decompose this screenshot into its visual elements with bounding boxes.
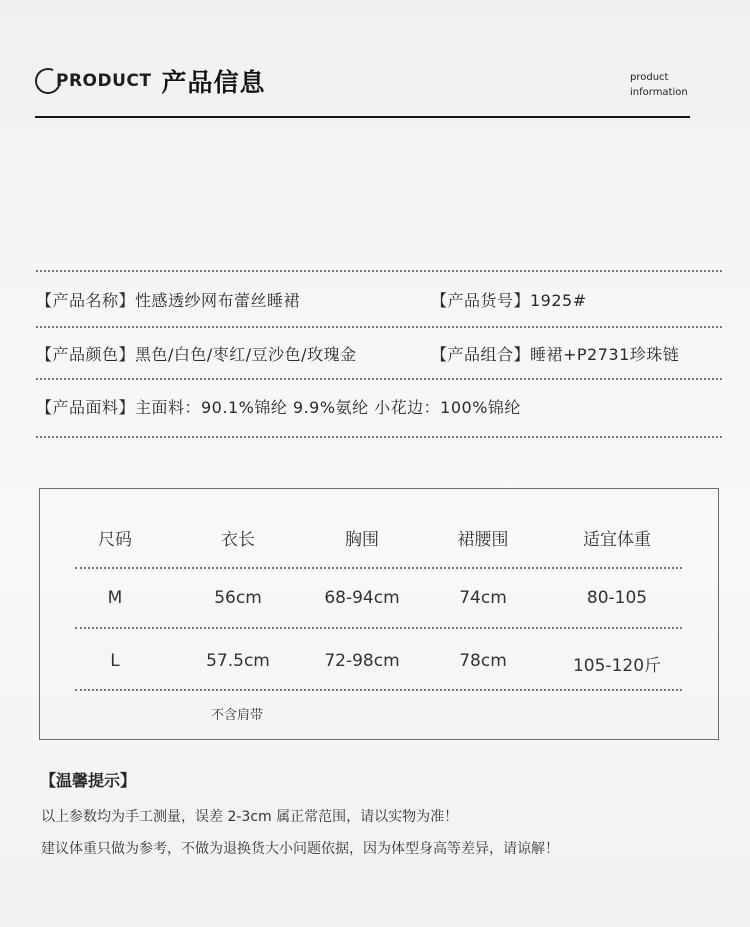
product-name: 【产品名称】性感透纱网布蕾丝睡裙 (36, 291, 301, 310)
header-subtitle-line1: product (630, 72, 669, 83)
table-divider (75, 567, 682, 569)
table-header-bust: 胸围 (345, 530, 379, 550)
table-header-size: 尺码 (98, 530, 132, 550)
tip-line-2: 建议体重只做为参考，不做为退换货大小问题依据，因为体型身高等差异，请谅解！ (41, 841, 559, 857)
header-subtitle (630, 70, 688, 100)
table-header-waist: 裙腰围 (457, 530, 509, 550)
product-fabric: 【产品面料】主面料：90.1%锦纶 9.9%氨纶 小花边：100%锦纶 (36, 398, 521, 417)
header-divider (35, 116, 690, 118)
table-cell-weight: 105-120斤 (572, 656, 662, 676)
logo-english-text: PRODUCT (56, 71, 152, 91)
table-cell-bust: 72-98cm (324, 651, 400, 671)
product-sku: 【产品货号】1925# (431, 291, 587, 310)
dotted-divider (36, 326, 722, 328)
table-header-length: 衣长 (221, 530, 255, 550)
table-cell-length: 57.5cm (206, 651, 270, 671)
page-title: 产品信息 (161, 68, 266, 97)
tips-title: 【温馨提示】 (40, 771, 137, 790)
table-cell-size: M (107, 588, 123, 608)
tip-line-1: 以上参数均为手工测量，误差 2-3cm 属正常范围，请以实物为准！ (41, 809, 459, 825)
table-divider (75, 627, 682, 629)
table-note: 不含肩带 (211, 708, 264, 723)
table-cell-bust: 68-94cm (324, 588, 400, 608)
product-colors: 【产品颜色】黑色/白色/枣红/豆沙色/玫瑰金 (36, 345, 357, 364)
table-cell-weight: 80-105 (586, 588, 648, 608)
table-cell-size: L (110, 651, 120, 671)
product-info-logo (35, 66, 266, 96)
table-header-weight: 适宜体重 (583, 530, 651, 550)
table-cell-waist: 74cm (459, 588, 507, 608)
circle-mark-icon (31, 64, 64, 97)
dotted-divider (36, 436, 722, 438)
table-cell-waist: 78cm (459, 651, 507, 671)
header-subtitle-line2: information (630, 87, 688, 98)
dotted-divider (36, 378, 722, 380)
product-combo: 【产品组合】睡裙+P2731珍珠链 (431, 345, 680, 364)
dotted-divider (36, 270, 722, 272)
table-cell-length: 56cm (214, 588, 262, 608)
table-divider (75, 689, 682, 691)
